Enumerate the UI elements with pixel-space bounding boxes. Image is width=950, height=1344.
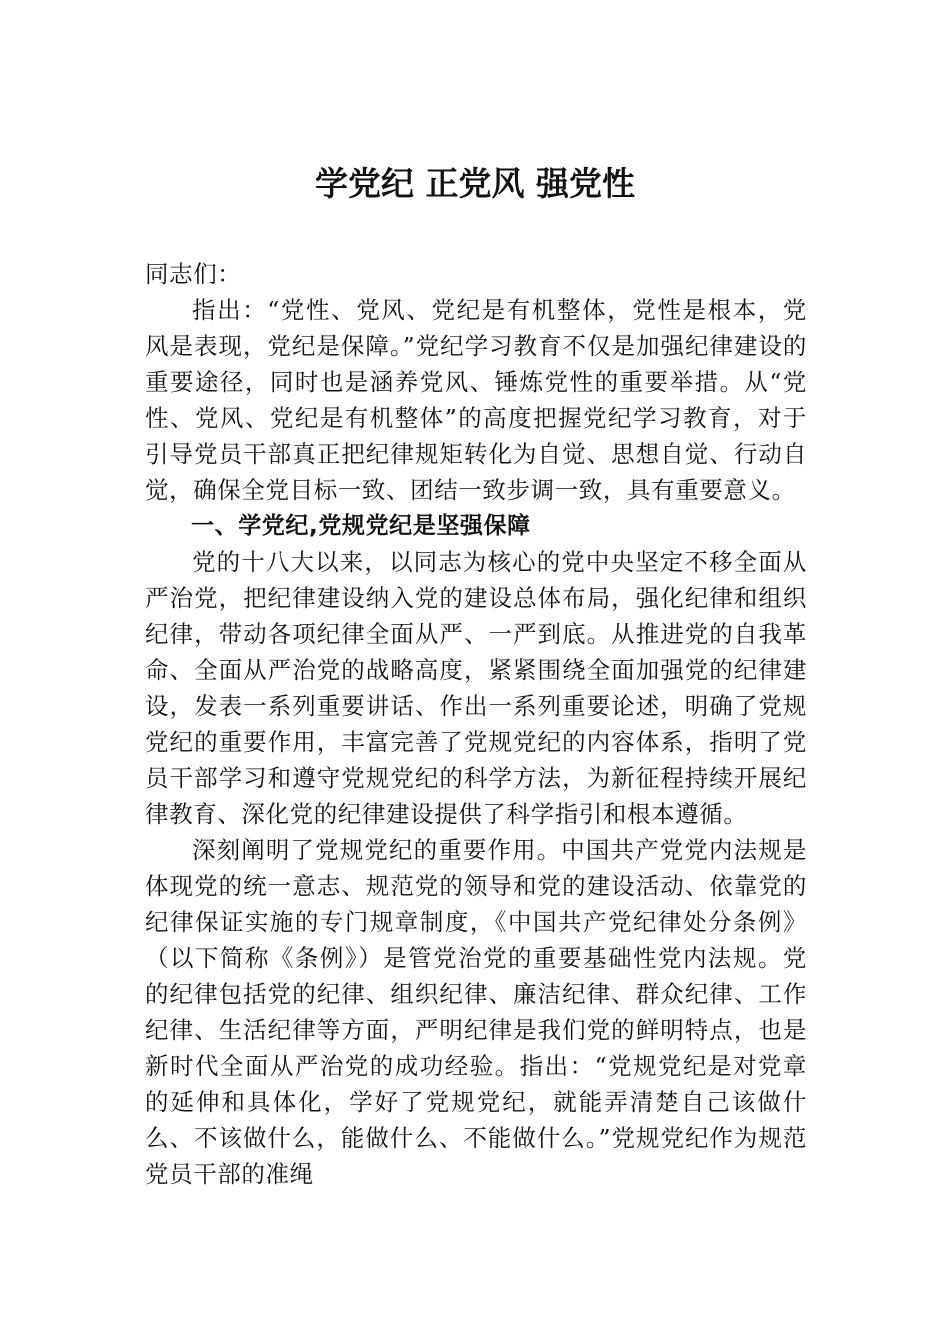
paragraph-section-1: 党的十八大以来，以同志为核心的党中央坚定不移全面从严治党，把纪律建设纳入党的建设总体布局，强化纪律和组织纪律，带动各项纪律全面从严、一严到底。从推进党的自我革命、全面从严治党的战略高度，紧紧围绕全面加强党的纪律建设，发表一系列重要讲话、作出一系列重要论述，明确了党规党纪的重要作用，丰富完善了党规党纪的内容体系，指明了党员干部学习和遵守党规党纪的科学方法，为新征程持续开展纪律教育、深化党的纪律建设提供了科学指引和根本遵循。 bbox=[145, 548, 807, 828]
paragraph-intro: 指出：“党性、党风、党纪是有机整体，党性是根本，党风是表现，党纪是保障。”党纪学习教育不仅是加强纪律建设的重要途径，同时也是涵养党风、锤炼党性的重要举措。从“党性、党风、党纪是有机整体”的高度把握党纪学习教育，对于引导党员干部真正把纪律规矩转化为自觉、思想自觉、行动自觉，确保全党目标一致、团结一致步调一致，具有重要意义。 bbox=[145, 296, 807, 504]
section-heading-1: 一、学党纪,党规党纪是坚强保障 bbox=[191, 513, 531, 539]
paragraph-role-of-rules: 深刻阐明了党规党纪的重要作用。中国共产党党内法规是体现党的统一意志、规范党的领导和党的建设活动、依靠党的纪律保证实施的专门规章制度，《中国共产党纪律处分条例》（以下简称《条例》）是管党治党的重要基础性党内法规。党的纪律包括党的纪律、组织纪律、廉洁纪律、群众纪律、工作纪律、生活纪律等方面，严明纪律是我们党的鲜明特点，也是新时代全面从严治党的成功经验。指出：“党规党纪是对党章的延伸和具体化，学好了党规党纪，就能弄清楚自己该做什么、不该做什么，能做什么、不能做什么。”党规党纪作为规范党员干部的准绳 bbox=[145, 836, 807, 1188]
document-title: 学党纪 正党风 强党性 bbox=[315, 164, 635, 203]
salutation: 同志们： bbox=[145, 260, 242, 288]
document-body bbox=[145, 256, 807, 1192]
